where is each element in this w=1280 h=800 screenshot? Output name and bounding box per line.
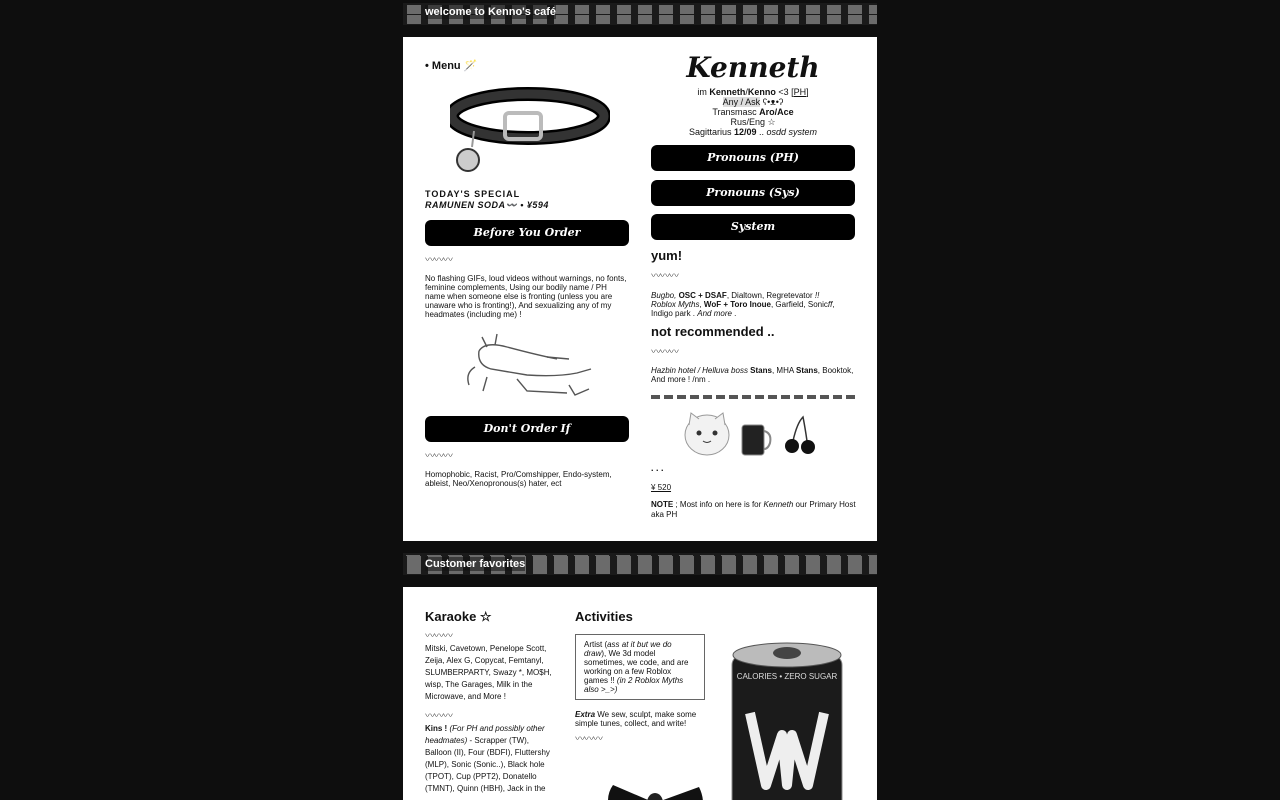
wand-icon: 🪄	[463, 60, 478, 72]
price-link[interactable]: ¥ 520	[651, 483, 672, 492]
favorites-title: Customer favorites	[425, 558, 526, 570]
not-recommended-heading: not recommended ..	[651, 324, 775, 339]
pronouns-ph-button[interactable]: Pronouns (PH)	[651, 145, 855, 171]
info-line-sign: Sagittarius 12/09 .. osdd system	[688, 127, 818, 137]
system-button[interactable]: System	[651, 214, 855, 240]
wave-divider: 〰〰〰	[425, 255, 452, 266]
karaoke-heading: Karaoke ☆	[425, 609, 492, 624]
header-banner	[403, 3, 877, 25]
bow-image	[603, 779, 707, 800]
wave-divider: 〰〰〰	[651, 271, 678, 282]
kins-text: Kins ! (For PH and possibly other headmates) - Scrapper (TW), Balloon (II), Four (BDFI), Fluttershy (MLP), Sonic (Sonic..), Black hole (TPOT), Cup (PPT2), Donatello (TMNT), Quinn (HBH), Jack in the	[425, 724, 550, 793]
info-line-identity: Transmasc Aro/Ace	[712, 107, 794, 117]
info-line-name: im Kenneth/Kenno <3 [PH]	[697, 87, 809, 97]
left-column	[425, 59, 629, 488]
karaoke-text: Mitski, Cavetown, Penelope Scott, Zeija, Alex G, Copycat, Femtanyl, SLUMBERPARTY, Swazy *, MO$H, wisp, The Garages, Milk in the Microwave, and More !	[425, 644, 552, 701]
before-order-button[interactable]: Before You Order	[425, 220, 629, 246]
dots: . . .	[651, 463, 664, 473]
profile-info	[651, 87, 855, 137]
dont-order-button[interactable]: Don't Order If	[425, 416, 629, 442]
special-title: TODAY'S SPECIAL	[425, 189, 521, 199]
cherries-image	[781, 415, 817, 457]
menu-label: • Menu	[425, 60, 461, 72]
right-column	[651, 51, 856, 519]
wave-divider: 〰〰〰	[425, 711, 452, 722]
wave-divider: 〰〰〰	[575, 734, 602, 745]
cat-plush-image	[683, 411, 733, 457]
dont-order-text: Homophobic, Racist, Pro/Comshipper, Endo-system, ableist, Neo/Xenopronous(s) hater, ect	[425, 470, 612, 488]
not-recommended-text: Hazbin hotel / Helluva boss Stans, MHA Stans, Booktok, And more ! /nm .	[651, 366, 854, 384]
pronouns-sys-button[interactable]: Pronouns (Sys)	[651, 180, 855, 206]
profile-name: Kenneth	[686, 51, 820, 84]
info-line-pronouns: Any / Ask ʕ•ᴥ•ʔ	[722, 97, 784, 107]
favorites-panel	[403, 587, 877, 800]
activities-column	[575, 609, 707, 744]
monster-can-image	[726, 635, 848, 800]
page-title: welcome to Kenno's café	[425, 6, 556, 18]
extra-text: Extra We sew, sculpt, make some simple tunes, collect, and write!	[575, 710, 697, 728]
rules-text: No flashing GIFs, loud videos without warnings, no fonts, feminine complements, Using our bodily name / PH name when someone else is fronting (unless you are unaware who is fronting!), And sexualizing any of my headmates (including me) !	[425, 274, 627, 319]
menu-heading	[425, 59, 629, 72]
cat-sketch-image	[457, 329, 597, 399]
info-line-language: Rus/Eng ☆	[730, 117, 776, 127]
karaoke-column	[425, 609, 555, 795]
collar-image	[450, 83, 610, 178]
wave-divider: 〰〰〰	[651, 347, 678, 358]
coffee-mug-image	[739, 417, 773, 459]
artist-box: Artist (ass at it but we do draw), We 3d model sometimes, we code, and are working on a few Roblox games !! (in 2 Roblox Myths also >_>)	[575, 634, 705, 700]
activities-heading: Activities	[575, 609, 633, 624]
note-text: NOTE ; Most info on here is for Kenneth our Primary Host aka PH	[651, 500, 856, 519]
dashed-divider	[651, 395, 855, 399]
special-item: RAMUNEN SODA〰️ • ¥594	[425, 200, 549, 210]
main-panel	[403, 37, 877, 541]
favorites-banner	[403, 553, 877, 575]
yum-heading: yum!	[651, 248, 683, 263]
wave-divider: 〰〰〰	[425, 631, 452, 642]
can-text: CALORIES • ZERO SUGAR	[736, 672, 838, 681]
yum-text: Bugbo, OSC + DSAF, Dialtown, Regretevator !! Roblox Myths, WoF + Toro Inoue, Garfield, Sonicff, Indigo park . And more .	[651, 291, 835, 318]
wave-divider: 〰〰〰	[425, 451, 452, 462]
